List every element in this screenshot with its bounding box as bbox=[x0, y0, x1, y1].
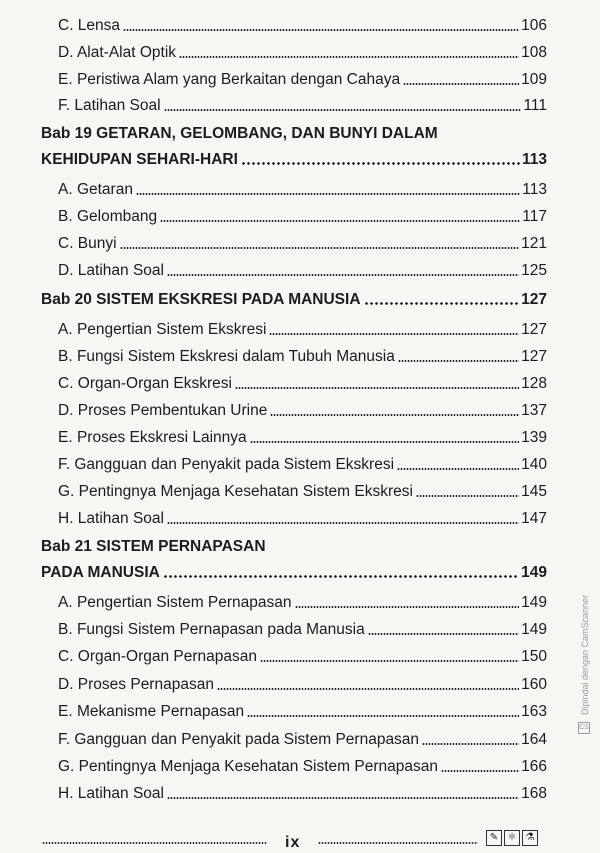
toc-entry-label: E. Proses Ekskresi Lainnya bbox=[58, 429, 247, 446]
toc-entry bbox=[58, 208, 547, 226]
toc-entry-label: D. Alat-Alat Optik bbox=[58, 44, 177, 61]
toc-entry-page: 109 bbox=[521, 71, 547, 88]
toc-entry-page: 128 bbox=[521, 375, 547, 392]
toc-entry-label: F. Gangguan dan Penyakit pada Sistem Ekskresi bbox=[58, 456, 395, 473]
chapter-title: Bab 20 SISTEM EKSKRESI PADA MANUSIA bbox=[41, 291, 361, 308]
chapter-page: 113 bbox=[521, 151, 547, 168]
toc-entry-label: C. Organ-Organ Ekskresi bbox=[58, 375, 232, 392]
dot-leader bbox=[260, 660, 519, 662]
toc-entry-label: B. Fungsi Sistem Pernapasan pada Manusia bbox=[58, 621, 365, 638]
dot-leader bbox=[179, 56, 519, 58]
toc-entry-label: C. Organ-Organ Pernapasan bbox=[58, 648, 258, 665]
toc-entry-page: 137 bbox=[521, 402, 547, 419]
toc-entry-label: F. Gangguan dan Penyakit pada Sistem Pernapasan bbox=[58, 731, 420, 748]
toc-entry-page: 125 bbox=[521, 262, 547, 279]
chapter-title: KEHIDUPAN SEHARI-HARI bbox=[41, 151, 238, 168]
dot-leader bbox=[364, 302, 520, 305]
toc-entry bbox=[58, 17, 547, 35]
toc-entry-page: 127 bbox=[521, 321, 547, 338]
toc-entry-label: B. Gelombang bbox=[58, 208, 158, 225]
footer-rule-left bbox=[42, 842, 267, 844]
toc-entry bbox=[58, 235, 547, 253]
toc-entry bbox=[58, 71, 547, 89]
toc-entry bbox=[58, 594, 547, 612]
dot-leader bbox=[250, 441, 519, 443]
dot-leader bbox=[167, 522, 519, 524]
toc-entry-page: 147 bbox=[521, 510, 547, 527]
toc-entry-label: A. Getaran bbox=[58, 181, 133, 198]
footer-icons bbox=[486, 830, 538, 846]
chapter-heading bbox=[41, 291, 547, 309]
toc-entry-label: G. Pentingnya Menjaga Kesehatan Sistem Ekskresi bbox=[58, 483, 413, 500]
toc-entry bbox=[58, 321, 547, 339]
dot-leader bbox=[163, 575, 519, 578]
toc-entry bbox=[58, 648, 547, 666]
chapter-page: 149 bbox=[521, 564, 547, 581]
chapter-page: 127 bbox=[521, 291, 547, 308]
toc-entry-label: H. Latihan Soal bbox=[58, 785, 164, 802]
chapter-heading bbox=[41, 538, 547, 556]
toc-entry bbox=[58, 758, 547, 776]
toc-entry-label: H. Latihan Soal bbox=[58, 510, 164, 527]
footer-rule-right bbox=[318, 842, 478, 844]
toc-entry-page: 127 bbox=[521, 348, 547, 365]
toc-entry bbox=[58, 676, 547, 694]
dot-leader bbox=[295, 606, 520, 608]
chapter-title: Bab 19 GETARAN, GELOMBANG, DAN BUNYI DALAM bbox=[41, 125, 438, 142]
dot-leader bbox=[164, 109, 522, 111]
camscanner-icon: CS bbox=[578, 722, 590, 734]
dot-leader bbox=[167, 797, 519, 799]
dot-leader bbox=[416, 495, 519, 497]
dot-leader bbox=[368, 633, 519, 635]
toc-entry-label: D. Proses Pembentukan Urine bbox=[58, 402, 268, 419]
dot-leader bbox=[235, 387, 519, 389]
toc-entry-label: F. Latihan Soal bbox=[58, 97, 161, 114]
dot-leader bbox=[136, 193, 520, 195]
toc-entry-page: 160 bbox=[521, 676, 547, 693]
toc-entry bbox=[58, 429, 547, 447]
toc-entry-label: E. Peristiwa Alam yang Berkaitan dengan Cahaya bbox=[58, 71, 401, 88]
toc-entry-page: 108 bbox=[521, 44, 547, 61]
toc-entry-page: 113 bbox=[522, 181, 547, 198]
scanner-watermark: Dipindai dengan CamScanner bbox=[580, 594, 590, 715]
dot-leader bbox=[397, 468, 519, 470]
toc-entry-page: 164 bbox=[521, 731, 547, 748]
toc-entry-label: G. Pentingnya Menjaga Kesehatan Sistem Pernapasan bbox=[58, 758, 438, 775]
toc-entry-page: 145 bbox=[521, 483, 547, 500]
toc-entry-page: 111 bbox=[523, 97, 547, 114]
toc-entry bbox=[58, 348, 547, 366]
toc-entry-page: 168 bbox=[521, 785, 547, 802]
dot-leader bbox=[247, 715, 519, 717]
toc-entry-label: C. Lensa bbox=[58, 17, 121, 34]
toc-entry bbox=[58, 402, 547, 420]
toc-entry bbox=[58, 44, 547, 62]
dot-leader bbox=[160, 220, 520, 222]
toc-entry bbox=[58, 456, 547, 474]
toc-entry-label: D. Proses Pernapasan bbox=[58, 676, 214, 693]
chapter-heading bbox=[41, 564, 547, 582]
toc-entry bbox=[58, 262, 547, 280]
toc-entry bbox=[58, 181, 547, 199]
toc-entry-page: 106 bbox=[521, 17, 547, 34]
chapter-heading bbox=[41, 125, 547, 143]
toc-entry-page: 139 bbox=[521, 429, 547, 446]
toc-entry-page: 163 bbox=[521, 703, 547, 720]
chapter-heading bbox=[41, 151, 547, 169]
toc-entry bbox=[58, 731, 547, 749]
toc-entry bbox=[58, 510, 547, 528]
toc-entry bbox=[58, 785, 547, 803]
toc-entry-label: E. Mekanisme Pernapasan bbox=[58, 703, 245, 720]
toc-entry-label: C. Bunyi bbox=[58, 235, 117, 252]
dot-leader bbox=[167, 274, 519, 276]
toc-entry-label: B. Fungsi Sistem Ekskresi dalam Tubuh Manusia bbox=[58, 348, 395, 365]
toc-entry bbox=[58, 621, 547, 639]
toc-entry bbox=[58, 375, 547, 393]
toc-entry bbox=[58, 483, 547, 501]
dot-leader bbox=[241, 162, 520, 165]
dot-leader bbox=[120, 247, 520, 249]
beaker-icon: ⚗ bbox=[522, 830, 538, 846]
toc-entry-page: 149 bbox=[521, 621, 547, 638]
toc-entry-label: A. Pengertian Sistem Ekskresi bbox=[58, 321, 267, 338]
toc-entry bbox=[58, 97, 547, 115]
dot-leader bbox=[123, 29, 519, 31]
dot-leader bbox=[398, 360, 519, 362]
toc-entry-label: A. Pengertian Sistem Pernapasan bbox=[58, 594, 292, 611]
dot-leader bbox=[403, 83, 519, 85]
chapter-title: PADA MANUSIA bbox=[41, 564, 160, 581]
page-number: ix bbox=[285, 834, 301, 851]
chapter-title: Bab 21 SISTEM PERNAPASAN bbox=[41, 538, 266, 555]
dot-leader bbox=[270, 414, 519, 416]
dot-leader bbox=[269, 333, 519, 335]
toc-entry-page: 140 bbox=[521, 456, 547, 473]
toc-entry bbox=[58, 703, 547, 721]
toc-entry-page: 150 bbox=[521, 648, 547, 665]
toc-entry-page: 117 bbox=[522, 208, 547, 225]
toc-entry-page: 166 bbox=[521, 758, 547, 775]
atom-icon: ⚛ bbox=[504, 830, 520, 846]
toc-entry-page: 121 bbox=[521, 235, 547, 252]
dot-leader bbox=[217, 688, 519, 690]
dot-leader bbox=[441, 770, 519, 772]
toc-entry-page: 149 bbox=[521, 594, 547, 611]
dot-leader bbox=[422, 743, 519, 745]
toc-entry-label: D. Latihan Soal bbox=[58, 262, 164, 279]
tools-icon: ✎ bbox=[486, 830, 502, 846]
